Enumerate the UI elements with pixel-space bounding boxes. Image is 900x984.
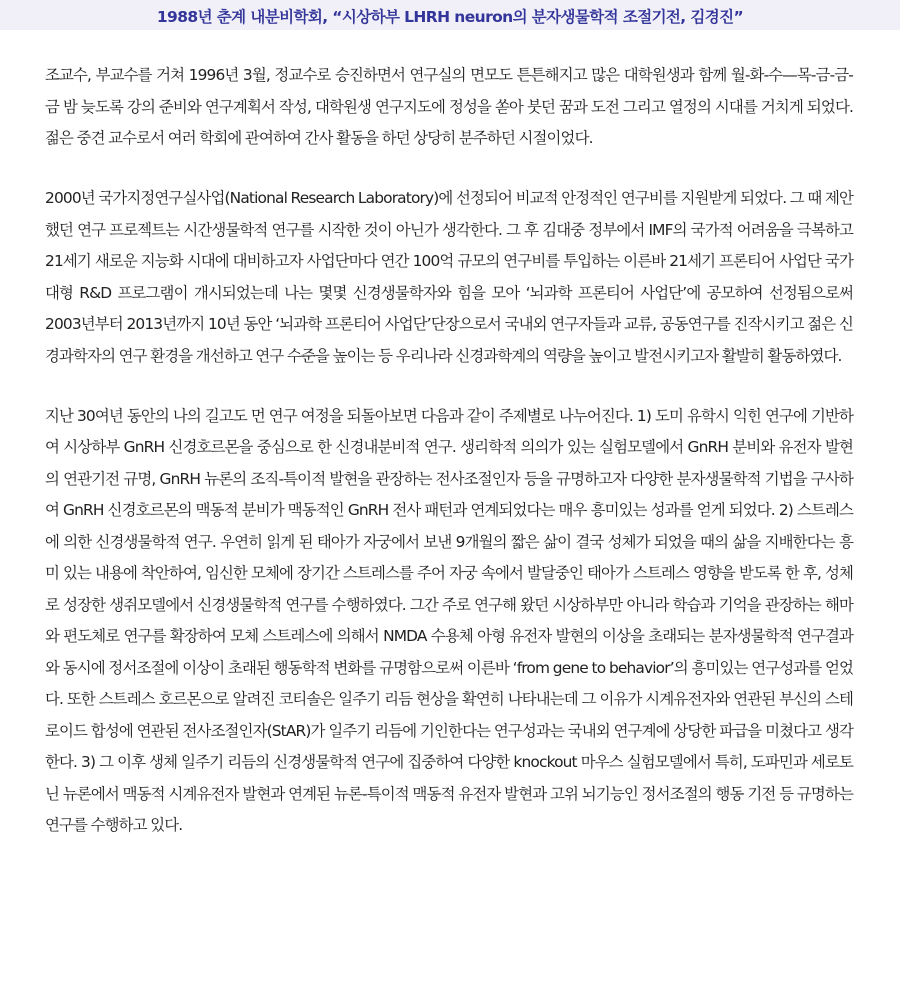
paragraph-3: 지난 30여년 동안의 나의 길고도 먼 연구 여정을 되돌아보면 다음과 같이 주제별로 나누어진다. 1) 도미 유학시 익힌 연구에 기반하여 시상하부 GnRH 신경호르몬을 중심으로 한 신경내분비적 연구. 생리학적 의의가 있는 실험모델에서 GnRH 분비와 유전자 발현의 연관기전 규명, GnRH 뉴론의 조직-특이적 발현을 관장하는 전사조절인자 등을 규명하고자 다양한 분자생물학적 기법을 구사하여 GnRH 신경호르몬의 맥동적 분비가 맥동적인 GnRH 전사 패턴과 연계되었다는 매우 흥미있는 성과를 얻게 되었다. 2) 스트레스에 의한 신경생물학적 연구. 우연히 읽게 된 태아가 자궁에서 보낸 9개월의 짧은 삶이 결국 성체가 되었을 때의 삶을 지배한다는 흥미 있는 내용에 착안하여, 임신한 모체에 장기간 스트레스를 주어 자궁 속에서 발달중인 태아가 스트레스 영향을 받도록 한 후, 성체로 성장한 생쥐모델에서 신경생물학적 연구를 수행하였다. 그간 주로 연구해 왔던 시상하부만 아니라 학습과 기억을 관장하는 해마와 편도체로 연구를 확장하여 모체 스트레스에 의해서 NMDA 수용체 아형 유전자 발현의 이상을 초래되는 분자생물학적 연구결과와 동시에 정서조절에 이상이 초래된 행동학적 변화를 규명함으로써 이른바 ‘from gene to behavior’의 흥미있는 연구성과를 얻었다. 또한 스트레스 호르몬으로 알려진 코티솔은 일주기 리듬 현상을 확연히 나타내는데 그 이유가 시계유전자와 연관된 부신의 스테로이드 합성에 연관된 전사조절인자(StAR)가 일주기 리듬에 기인한다는 연구성과는 국내외 연구계에 상당한 파급을 미쳤다고 생각한다. 3) 그 이후 생체 일주기 리듬의 신경생물학적 연구에 집중하여 다양한 knockout 마우스 실험모델에서 특히, 도파민과 세로토닌 뉴론에서 맥동적 시계유전자 발현과 연계된 뉴론-특이적 맥동적 유전자 발현과 고위 뇌기능인 정서조절의 행동 기전 등 규명하는 연구를 수행하고 있다. xyxy=(45,406,853,835)
title-band xyxy=(0,0,900,30)
page-title: 1988년 춘계 내분비학회, “시상하부 LHRH neuron의 분자생물학적 조절기전, 김경진” xyxy=(156,8,744,26)
body-text xyxy=(45,60,853,871)
paragraph-1: 조교수, 부교수를 거쳐 1996년 3월, 정교수로 승진하면서 연구실의 면모도 튼튼해지고 많은 대학원생과 함께 월-화-수—목-금-금-금 밤 늦도록 강의 준비와 연구계획서 작성, 대학원생 연구지도에 정성을 쏟아 붓던 꿈과 도전 그리고 열정의 시대를 거치게 되었다. 젊은 중견 교수로서 여러 학회에 관여하여 간사 활동을 하던 상당히 분주하던 시절이었다. xyxy=(45,66,853,147)
paragraph-2: 2000년 국가지정연구실사업(National Research Laboratory)에 선정되어 비교적 안정적인 연구비를 지원받게 되었다. 그 때 제안했던 연구 프로젝트는 시간생물학적 연구를 시작한 것이 아닌가 생각한다. 그 후 김대중 정부에서 IMF의 국가적 어려움을 극복하고 21세기 새로운 지능화 시대에 대비하고자 사업단마다 연간 100억 규모의 연구비를 투입하는 이른바 21세기 프론티어 사업단 국가대형 R&D 프로그램이 개시되었는데 나는 몇몇 신경생물학자와 힘을 모아 ‘뇌과학 프론티어 사업단’에 공모하여 선정됨으로써 2003년부터 2013년까지 10년 동안 ‘뇌과학 프론티어 사업단’단장으로서 국내외 연구자들과 교류, 공동연구를 진작시키고 젊은 신경과학자의 연구 환경을 개선하고 연구 수준을 높이는 등 우리나라 신경과학계의 역량을 높이고 발전시키고자 활발히 활동하였다. xyxy=(45,189,853,365)
